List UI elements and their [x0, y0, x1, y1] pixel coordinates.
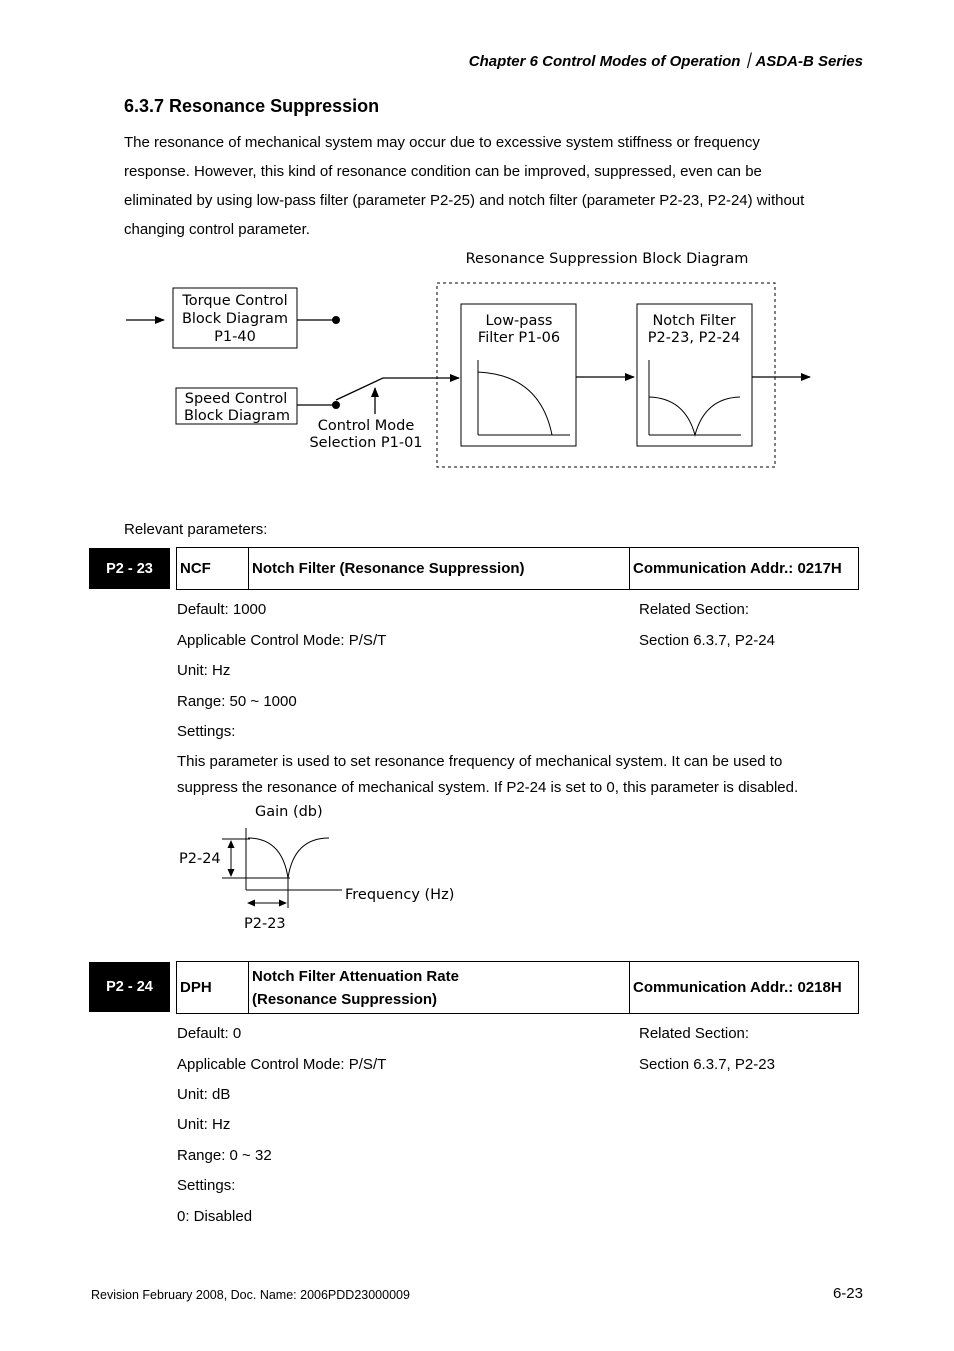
related-section-label: Related Section:	[639, 601, 750, 618]
torque-block-label: P1-40	[214, 329, 256, 345]
param-header-p2-23	[176, 547, 859, 590]
notch-block-label: P2-23, P2-24	[647, 330, 741, 346]
param-control-mode: Applicable Control Mode: P/S/T	[177, 632, 387, 649]
mode-selection-label: Selection P1-01	[309, 435, 423, 451]
suppression-region	[437, 283, 775, 467]
param-settings: Settings:	[177, 1177, 236, 1194]
param-comm-addr: Communication Addr.: 0218H	[633, 979, 842, 996]
param-settings: Settings:	[177, 723, 236, 740]
lowpass-curve	[478, 372, 552, 435]
param-range: Range: 50 ~ 1000	[177, 693, 297, 710]
graph-depth-label: P2-24	[179, 851, 221, 867]
param-name	[249, 962, 630, 1013]
param-unit: Unit: Hz	[177, 662, 231, 679]
notch-curve	[649, 397, 740, 435]
param-unit: Unit: dB	[177, 1086, 231, 1103]
related-section-value: Section 6.3.7, P2-23	[639, 1056, 775, 1073]
paragraph-line: The resonance of mechanical system may occur due to excessive system stiffness or frequency	[124, 134, 760, 151]
graph-freq-label: P2-23	[244, 916, 286, 932]
mode-switch	[336, 378, 383, 400]
paragraph-line: eliminated by using low-pass filter (parameter P2-25) and notch filter (parameter P2-23, P2-24) without	[124, 192, 805, 209]
diagram-title: Resonance Suppression Block Diagram	[465, 251, 749, 267]
intro-paragraph	[124, 128, 864, 244]
notch-block-label: Notch Filter	[652, 313, 736, 329]
param-abbr: NCF	[177, 548, 249, 589]
param-setting-value: 0: Disabled	[177, 1208, 253, 1225]
section-title: 6.3.7 Resonance Suppression	[124, 96, 380, 116]
torque-switch-contact	[332, 316, 340, 324]
graph-notch-curve	[248, 838, 329, 878]
speed-block-label: Speed Control	[184, 391, 288, 407]
torque-block-label: Block Diagram	[181, 311, 289, 327]
param-unit: Unit: Hz	[177, 1116, 231, 1133]
paragraph-line: response. However, this kind of resonance condition can be improved, suppressed, even can be	[124, 163, 762, 180]
paragraph-line: changing control parameter.	[124, 221, 310, 238]
resonance-block-diagram	[0, 240, 954, 480]
lowpass-block-label: Filter P1-06	[477, 330, 561, 346]
speed-block-label: Block Diagram	[183, 408, 291, 424]
param-range: Range: 0 ~ 32	[177, 1147, 272, 1164]
param-control-mode: Applicable Control Mode: P/S/T	[177, 1056, 387, 1073]
param-abbr: DPH	[177, 962, 249, 1013]
graph-y-label: Gain (db)	[255, 804, 323, 820]
param-description: suppress the resonance of mechanical system. If P2-24 is set to 0, this parameter is disabled.	[177, 779, 799, 796]
mode-selection-label: Control Mode	[317, 418, 415, 434]
page-number: 6-23	[832, 1285, 863, 1302]
param-comm-addr: Communication Addr.: 0217H	[633, 560, 842, 577]
relevant-label: Relevant parameters:	[124, 521, 268, 538]
param-default: Default: 1000	[177, 601, 267, 618]
param-tag-p2-23: P2 - 23	[89, 548, 170, 589]
footer-revision: Revision February 2008, Doc. Name: 2006PDD23000009	[91, 1288, 410, 1302]
torque-block-label: Torque Control	[182, 293, 288, 309]
graph-x-label: Frequency (Hz)	[345, 887, 455, 903]
param-header-p2-24	[176, 961, 859, 1014]
notch-gain-graph	[170, 798, 480, 938]
lowpass-block-label: Low-pass	[485, 313, 553, 329]
speed-switch-contact	[332, 401, 340, 409]
param-default: Default: 0	[177, 1025, 242, 1042]
related-section-label: Related Section:	[639, 1025, 750, 1042]
related-section-value: Section 6.3.7, P2-24	[639, 632, 775, 649]
param-name: Notch Filter (Resonance Suppression)	[249, 548, 630, 589]
param-name-line: Notch Filter Attenuation Rate	[252, 967, 459, 985]
param-name-line: (Resonance Suppression)	[252, 990, 438, 1008]
chapter-header: Chapter 6 Control Modes of Operation｜ASDA-B Series	[468, 53, 863, 70]
param-tag-p2-24: P2 - 24	[89, 962, 170, 1012]
param-description: This parameter is used to set resonance frequency of mechanical system. It can be used to	[177, 753, 783, 770]
